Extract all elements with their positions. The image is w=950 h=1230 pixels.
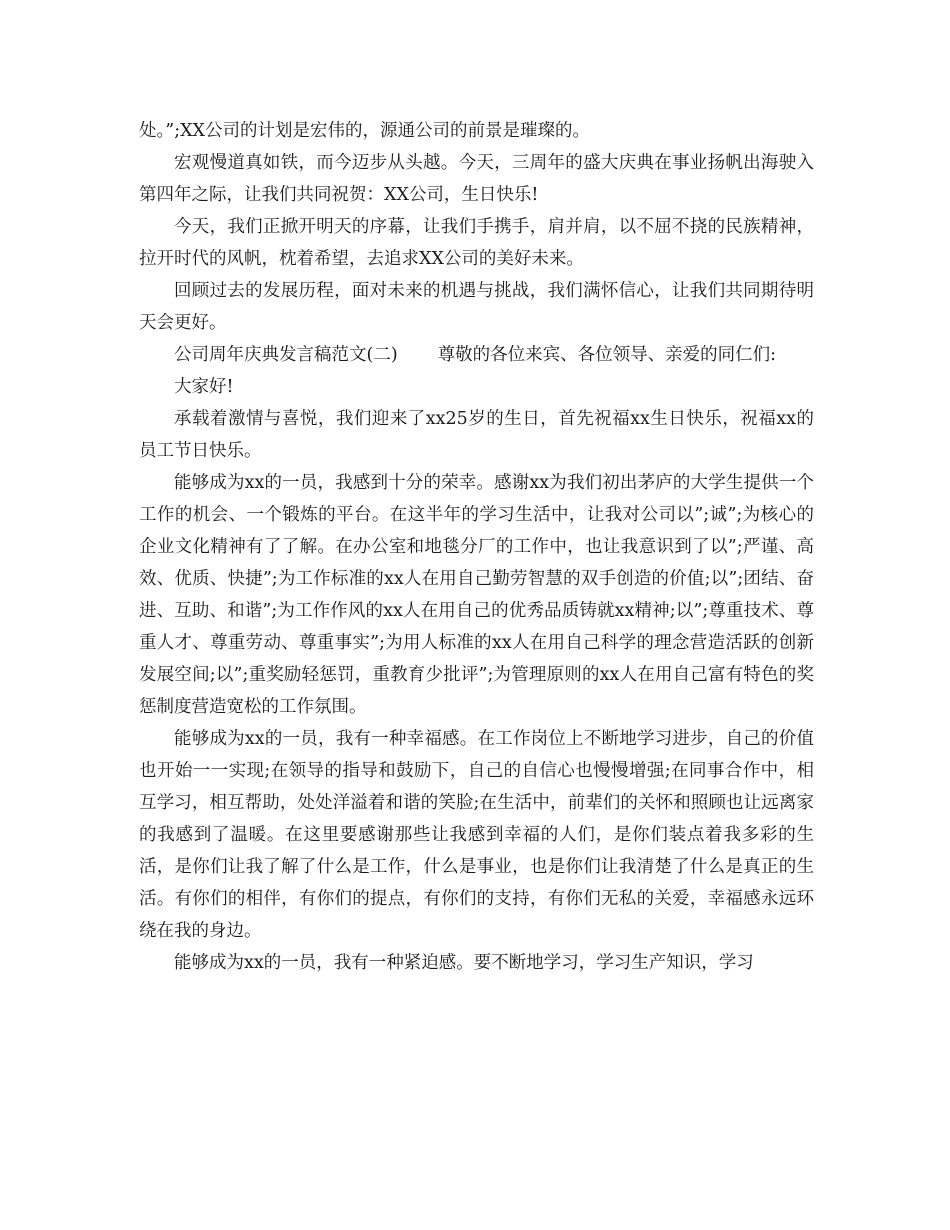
salutation: 尊敬的各位来宾、各位领导、亲爱的同仁们: (437, 345, 777, 365)
paragraph-celebration: 宏观慢道真如铁，而今迈步从头越。今天，三周年的盛大庆典在事业扬帆出海驶入第四年之际，让我们共同祝贺：XX公司，生日快乐! (139, 153, 814, 205)
paragraph-review: 回顾过去的发展历程，面对未来的机遇与挑战，我们满怀信心，让我们共同期待明天会更好。 (139, 281, 814, 333)
paragraph-honor: 能够成为xx的一员，我感到十分的荣幸。感谢xx为我们初出茅庐的大学生提供一个工作的机会、一个锻炼的平台。在这半年的学习生活中，让我对公司以”;诚”;为核心的企业文化精神有了了解。在办公室和地毯分厂的工作中，也让我意识到了以”;严谨、高效、优质、快捷”;为工作标准的xx人在用自己勤劳智慧的双手创造的价值;以”;团结、奋进、互助、和谐”;为工作作风的xx人在用自己的优秀品质铸就xx精神;以”;尊重技术、尊重人才、尊重劳动、尊重事实”;为用人标准的xx人在用自己科学的理念营造活跃的创新发展空间;以”;重奖励轻惩罚，重教育少批评”;为管理原则的xx人在用自己富有特色的奖惩制度营造宽松的工作氛围。 (139, 473, 814, 717)
paragraph-birthday: 承载着激情与喜悦，我们迎来了xx25岁的生日，首先祝福xx生日快乐，祝福xx的员工节日快乐。 (139, 409, 814, 461)
paragraph-happiness: 能够成为xx的一员，我有一种幸福感。在工作岗位上不断地学习进步，自己的价值也开始一一实现;在领导的指导和鼓励下，自己的自信心也慢慢增强;在同事合作中，相互学习，相互帮助，处处洋溢着和谐的笑脸;在生活中，前辈们的关怀和照顾也让远离家的我感到了温暖。在这里要感谢那些让我感到幸福的人们，是你们装点着我多彩的生活，是你们让我了解了什么是工作，什么是事业，也是你们让我清楚了什么是真正的生活。有你们的相伴，有你们的提点，有你们的支持，有你们无私的关爱，幸福感永远环绕在我的身边。 (139, 729, 814, 941)
section-title: 公司周年庆典发言稿范文(二) (174, 345, 398, 365)
paragraph-future: 今天，我们正掀开明天的序幕，让我们手携手，肩并肩，以不屈不挠的民族精神，拉开时代的风帆，枕着希望，去追求XX公司的美好未来。 (139, 217, 814, 269)
paragraph-continuation: 处。”;XX公司的计划是宏伟的，源通公司的前景是璀璨的。 (139, 121, 591, 141)
paragraph-urgency: 能够成为xx的一员，我有一种紧迫感。要不断地学习，学习生产知识，学习 (174, 953, 754, 973)
document-body (139, 115, 814, 979)
section-heading-line (139, 339, 814, 371)
greeting: 大家好! (174, 377, 234, 397)
